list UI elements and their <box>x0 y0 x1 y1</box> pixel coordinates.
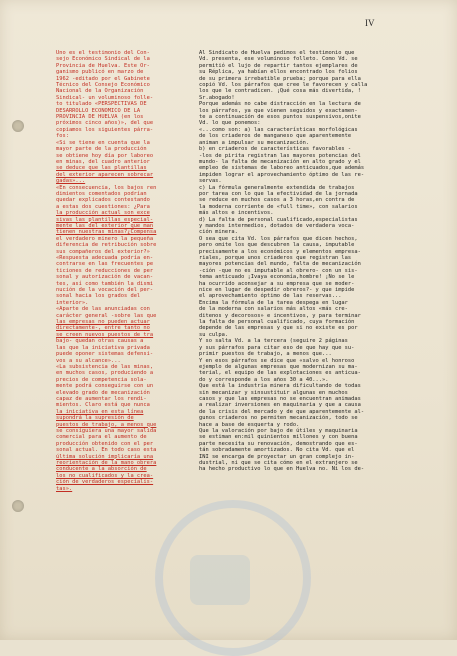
text-line: 1962 -editado por el Gabinete <box>56 75 150 82</box>
text-line: servas. <box>199 178 222 185</box>
text-line: a estas dos cuestiones: ¿Para <box>56 203 150 210</box>
text-line: de la moderna con salarios más altos «más cre- <box>199 306 348 313</box>
text-line: Sindical- un voluminoso folle- <box>56 94 154 101</box>
text-line: se creen nuevos puestos de tra <box>56 331 154 338</box>
text-line: del exterior aparecen sobrecar <box>56 171 154 178</box>
text-line: tienen nuestras minas?¿Compensa <box>56 229 157 236</box>
text-line: «Si se tiene en cuenta que la <box>56 139 150 146</box>
text-line: Uno es el testimonio del Con- <box>56 50 150 56</box>
text-line: PROVINCIA DE HUELVA (en los <box>56 114 144 121</box>
text-line: primir puestos de trabajo, a menos que... <box>199 351 332 358</box>
text-line: dimientos comentados podrían <box>56 190 147 197</box>
text-line: quedar explicados contestando <box>56 197 150 204</box>
text-line: ticiones de reducciones de per <box>56 267 154 274</box>
text-line: sejo Económico Sindical de la <box>56 56 150 63</box>
text-line: nución de la vocación del per- <box>56 287 154 294</box>
text-line: «Respuesta adecuada podría en- <box>56 255 154 261</box>
text-line: empleo de sistemas de laboreo anticuados,que además <box>199 165 365 172</box>
text-line: las empresas no pueden actuar <box>56 319 150 326</box>
text-line: mundo- la falta de mecanización en alto grado y el <box>199 158 361 165</box>
text-line: su Réplica, ya habían ellos encontrado los folios <box>199 69 358 76</box>
text-line: Provincia de Huelva. Este Or- <box>56 62 150 69</box>
text-line: hace a base de esquerta y rodo. <box>199 421 300 428</box>
text-line: to titulado «PERSPECTIVAS DE <box>56 101 147 108</box>
text-line: a realizar inversiones en maquinaria y que a causa <box>199 402 361 409</box>
text-line: mayor parte de la producción <box>56 146 147 153</box>
text-line: mente las del exterior que man <box>56 222 154 229</box>
text-line: el aprovechamiento óptimo de las reservas... <box>199 293 342 300</box>
text-line: sus compañeros del exterior?» <box>56 248 150 255</box>
text-line: Vd. lo que ponemos: <box>199 120 261 127</box>
text-line: Nacional de la Organización <box>56 88 144 95</box>
text-line: y mandos intermedios, dotados de verdadera voca- <box>199 222 355 229</box>
text-line: «...como son: a) las características morfológicas <box>199 126 358 133</box>
text-line: sonal hacia los grados del <box>56 293 141 300</box>
text-line: «Aparte de las anunciadas con <box>56 306 150 313</box>
text-line: reorientación de la mano obrera <box>56 460 157 466</box>
text-line: Y so salta Vd. a la tercera (seguire 2 páginas <box>199 338 348 345</box>
text-line: riales, porque unos criaderos que registran las <box>199 255 352 261</box>
text-line: terial, el equipo de las explotaciones es anticua- <box>199 370 361 377</box>
text-line: más altos e incentivos. <box>199 210 274 217</box>
text-line: -ción -que no es imputable al obrero- con un sis- <box>199 267 358 274</box>
text-line: b) en criaderos de características favorables - <box>199 146 352 153</box>
text-line: tas». <box>56 485 73 492</box>
text-line: depende de las empresas y que si no existe es por <box>199 325 358 332</box>
text-line: Sr.abogado! <box>199 94 235 101</box>
text-line: precios de competencia sola- <box>56 376 147 383</box>
text-line: los párrafos, ya que vienen seguidos y exactamen- <box>199 107 358 114</box>
text-line: c) La fórmula generalmente extendida de trabajos <box>199 184 355 191</box>
text-line: de los criaderos de manganeso que aparentemente <box>199 133 352 140</box>
text-line: supondrá la supresión de <box>56 415 134 422</box>
text-line: interior». <box>56 299 89 306</box>
text-line: sivas las plantillas especial- <box>56 216 154 223</box>
text-line: bajo- quedan otras causas a <box>56 338 144 345</box>
text-line: las que la iniciativa privada <box>56 344 150 351</box>
text-line: contrarse en las frecuentes pe <box>56 261 154 268</box>
text-line: Técnico del Consejo Económico <box>56 82 150 89</box>
text-line: la moderna corriente de «full time», con salarios <box>199 203 358 210</box>
text-line: diferencia de retribución sobre <box>56 242 157 249</box>
text-line: impiden lograr el aprovechamiento óptimo de las re- <box>199 171 365 178</box>
text-line: ha hecho productivo lo que en Huelva no. Ni los de- <box>199 466 365 473</box>
text-line: la producción actual son exce <box>56 210 150 217</box>
text-line: tán sobradamente amortizados. No cita Vd. que el <box>199 447 355 454</box>
text-line: en minas, del cuadro anterior <box>56 158 150 165</box>
text-line: Encima la fórmula de la tarea despega en lugar <box>199 299 348 306</box>
punch-hole <box>12 120 24 132</box>
text-line: Que la valoración por bajo de útiles y maquinaria <box>199 427 358 434</box>
text-line: vos a su alcance»... <box>56 357 121 364</box>
text-line: fos: <box>56 133 69 140</box>
text-line: el verdadero minero la pequeña <box>56 235 154 242</box>
text-line: tema anticuado ¡Ivaya economía,hombre! ¡No se le <box>199 274 355 281</box>
text-line: INI se encarga de proyectar un gran complejo in- <box>199 453 355 460</box>
text-line: elevado grado de mecanización <box>56 389 150 396</box>
text-line: ejemplo de algunas empresas que modernizan su ma- <box>199 363 358 370</box>
text-line: gunos criaderos no permiten mecanización, todo se <box>199 415 358 422</box>
text-line: dustrial, ni que se cita cómo en el extranjero se <box>199 460 358 466</box>
text-line: tes, así como también la dismi <box>56 280 154 287</box>
text-line: carácter general -sobre las que <box>56 312 157 319</box>
text-line: capaz de aumentar los rendi- <box>56 395 147 402</box>
text-line: gadas»... <box>56 178 86 185</box>
left-column-text <box>56 50 196 492</box>
text-line: Que está la industria minera dificultando de todas <box>199 383 361 390</box>
text-line: sonal y autorización de vacan- <box>56 274 154 281</box>
text-line: Y en esos párrafos se dice que «salvo el honroso <box>199 357 355 364</box>
text-line: se reduce en muchos casos a 3 horas,en contra de <box>199 197 355 204</box>
punch-hole <box>12 500 24 512</box>
text-line: los que le contradicen. ¡Qué cosa más divertida, ! <box>199 88 361 95</box>
text-line: de la crisis del mercado y de que aparentemente al- <box>199 408 365 415</box>
text-line: -los de pirita registran las mayores potencias del <box>199 152 361 159</box>
text-line: precisamente a los económicos y elementos empresa- <box>199 248 361 255</box>
text-line: ha ocurrido aconsejar a su empresa que se moder- <box>199 280 355 287</box>
text-line: «En consecuencia, los bajos ren <box>56 184 157 191</box>
text-line: se deduce que las plantillas <box>56 165 147 172</box>
text-line: do y corresponde a los años 30 a 40...». <box>199 376 329 383</box>
text-line: animan a impulsar su mecanización. <box>199 139 310 146</box>
text-line: sonal actual. En todo caso esta <box>56 447 157 454</box>
text-line: mente podrá conseguirse con un <box>56 383 154 390</box>
text-line: conducente a la absorción de <box>56 466 147 473</box>
text-line: mientos. Claro está que nunca <box>56 402 150 409</box>
right-column-text <box>199 50 439 473</box>
watermark-stamp-center <box>190 555 250 605</box>
text-line: última solución implicaría una <box>56 453 154 460</box>
text-line: «La subsistencia de las minas, <box>56 363 154 370</box>
text-line: la iniciativa en esta línea <box>56 408 144 415</box>
text-line: próximos cinco años)», del que <box>56 120 154 127</box>
text-line: en muchos casos, produciendo a <box>56 370 154 377</box>
text-line: d) La falta de personal cualificado,especialistas <box>199 216 358 223</box>
text-line: mayores potencias del mundo, falta de mecanización <box>199 261 361 268</box>
text-line: directamente-, entre tanto no <box>56 325 150 332</box>
text-line: producción obtenido con el per <box>56 440 154 447</box>
text-line: DESARROLLO ECONOMICO DE LA <box>56 107 141 114</box>
text-line: ción de verdaderos especialis- <box>56 479 154 486</box>
text-line: copió Vd. los párrafos que cree le favorecen y calla <box>199 82 368 89</box>
text-line: la falta de personal cualificado, cuya formación <box>199 319 355 326</box>
text-line: y sus párrafos para citar eso de que hay que su- <box>199 344 355 351</box>
text-line: de su primera irrebatible prueba; porque para ella <box>199 75 361 82</box>
text-line: Porque además no cabe distracción en la lectura de <box>199 101 361 108</box>
page-number: IV <box>365 18 375 28</box>
text-line: puede oponer sistemas defensi- <box>56 351 154 358</box>
text-line: permitió el lujo de repartir tantos ejemplares de <box>199 62 358 69</box>
text-line: Vd. presenta, ese voluminoso folleto. Como Vd. se <box>199 56 358 63</box>
text-line: por tarea con lo que la efectividad de la jornada <box>199 190 358 197</box>
text-line: su culpa. <box>199 331 229 338</box>
text-line: parte necesita su renovación, demostrando que es- <box>199 440 358 447</box>
text-line: comercial para el aumento de <box>56 434 147 441</box>
text-line: Al Sindicato de Huelva pedimos el testimonio que <box>199 50 355 56</box>
text-line: pero omite los que descubren la causa, imputable <box>199 242 355 249</box>
text-line: se consiguiera una mayor salida <box>56 427 157 434</box>
text-line: O sea que cita Vd. los párrafos que dicen hechos, <box>199 235 358 242</box>
text-line: ción minera. <box>199 229 238 236</box>
text-line: te a continuación de esos puntos suspensivos,onite <box>199 114 361 121</box>
text-line: se estiman en:mil quinientos millones y con buena <box>199 434 358 441</box>
text-line: ditenos y decorosos» e incentivos, y para terminar <box>199 312 361 319</box>
text-line: sin mecanizar y sinsustituir algunas en muchos <box>199 389 348 396</box>
text-line: copiamos los siguientes párra- <box>56 126 154 133</box>
text-line: los no cualificados y la crea- <box>56 472 154 479</box>
text-line: casos y que las empresas no se encuentran animadas <box>199 395 361 402</box>
text-line: puestos de trabajo, a menos que <box>56 421 157 428</box>
text-line: se obtiene hoy día por laboreo <box>56 152 154 159</box>
text-line: nice en lugar de despedir obreros?- y que impide <box>199 287 355 294</box>
text-line: ganismo publicó en marzo de <box>56 69 144 76</box>
